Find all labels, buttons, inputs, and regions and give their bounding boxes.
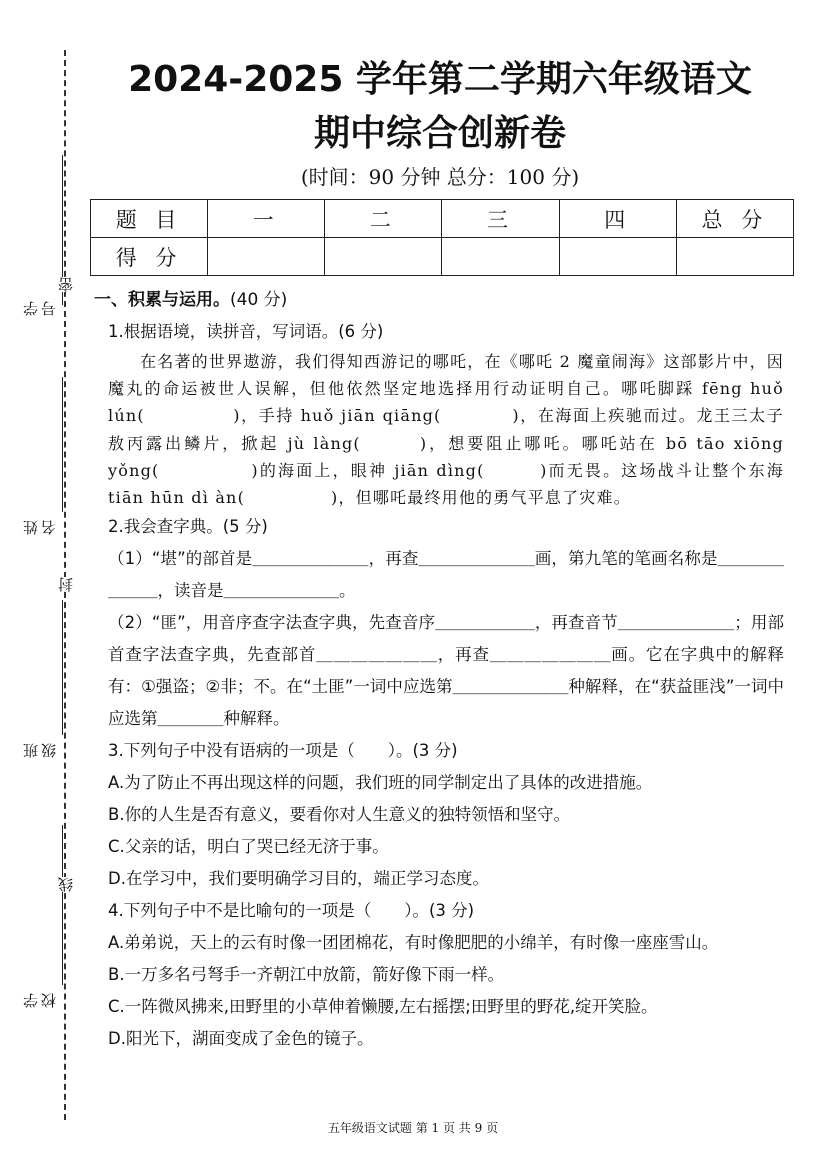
seal-char-xian: 线 [57, 877, 75, 892]
question-2-part-2: （2）“匪”，用音序查字法查字典，先查音序＿＿＿＿＿＿，再查音节＿＿＿＿＿＿＿；用部首查字法查字典，先查部首＿＿＿＿＿＿＿，再查＿＿＿＿＿＿＿画。它在字典中的解释有：①强盗；②非；不。在“土匪”一词中应选第＿＿＿＿＿＿＿种解释，在“获益匪浅”一词中应选第＿＿＿＿种解释。 [108, 613, 784, 729]
question-3-option-a: A.为了防止不再出现这样的问题，我们班的同学制定出了具体的改进措施。 [108, 773, 653, 793]
score-blank-cell[interactable] [325, 238, 442, 276]
score-table [90, 199, 794, 276]
question-3-option-d: D.在学习中，我们要明确学习目的，端正学习态度。 [108, 869, 489, 889]
section-points: (40 分) [230, 290, 288, 310]
question-4-option-b: B.一万多名弓弩手一齐朝江中放箭，箭好像下雨一样。 [108, 965, 505, 985]
score-table-score-row [91, 238, 794, 276]
score-header-cell: 四 [559, 200, 676, 238]
score-blank-cell[interactable] [442, 238, 559, 276]
page-footer: 五年级语文试题 第 1 页 共 9 页 [327, 1121, 499, 1135]
score-header-cell: 题 目 [91, 200, 208, 238]
question-4-option-d: D.阳光下，湖面变成了金色的镜子。 [108, 1029, 374, 1049]
section-title: 一、积累与运用。 [94, 290, 230, 310]
exam-time-score: (时间：90 分钟 总分：100 分) [300, 165, 580, 189]
school-label: 学校 [22, 985, 58, 1008]
name-underline [62, 377, 63, 512]
exam-title-line1: 2024-2025 学年第二学期六年级语文 [128, 59, 752, 100]
question-3-option-c: C.父亲的话，明白了哭已经无济于事。 [108, 837, 389, 857]
score-row-label: 得 分 [91, 238, 208, 276]
question-4-option-c: C.一阵微风拂来,田野里的小草伸着懒腰,左右摇摆;田野里的野花,绽开笑脸。 [108, 997, 658, 1017]
class-underline [62, 600, 63, 735]
section-heading [94, 284, 784, 316]
score-header-cell: 一 [208, 200, 325, 238]
seal-char-mi: 密 [57, 277, 75, 292]
question-3-option-b: B.你的人生是否有意义，要看你对人生意义的独特领悟和坚守。 [108, 805, 571, 825]
student-id-label: 学号 [22, 293, 58, 316]
score-blank-cell[interactable] [559, 238, 676, 276]
score-header-cell: 三 [442, 200, 559, 238]
name-label: 姓名 [22, 512, 58, 535]
score-table-header-row [91, 200, 794, 238]
score-blank-cell[interactable] [208, 238, 325, 276]
question-2-stem: 2.我会查字典。(5 分) [108, 517, 268, 537]
score-blank-cell[interactable] [676, 238, 793, 276]
question-1-passage: 在名著的世界遨游，我们得知西游记的哪吒，在《哪吒 2 魔童闹海》这部影片中，因魔丸的命运被世人误解，但他依然坚定地选择用行动证明自己。哪吒脚踩 fēng huǒ lún( )，手持 huǒ jiān qiāng( )，在海面上疾驰而过。龙王三太子敖丙露出鳞片，掀起 jù làng( )，想要阻止哪吒。哪吒站在 bō tāo xiōng yǒng( )的海面上，眼神 jiān dìng( )而无畏。这场战斗让整个东海 tiān hūn dì àn( )，但哪吒最终用他的勇气平息了灾难。 [108, 352, 784, 508]
school-underline [62, 825, 63, 985]
question-4-stem: 4.下列句子中不是比喻句的一项是（ ）。(3 分) [108, 901, 475, 921]
question-3-stem: 3.下列句子中没有语病的一项是（ ）。(3 分) [108, 741, 458, 761]
seal-char-feng: 封 [57, 577, 75, 592]
exam-content [94, 284, 784, 1055]
question-1-stem: 1.根据语境，读拼音，写词语。(6 分) [108, 322, 384, 341]
exam-title-line2: 期中综合创新卷 [313, 113, 566, 154]
score-header-cell: 二 [325, 200, 442, 238]
question-4-option-a: A.弟弟说，天上的云有时像一团团棉花，有时像肥肥的小绵羊，有时像一座座雪山。 [108, 933, 719, 953]
question-2-part-1: （1）“堪”的部首是＿＿＿＿＿＿＿，再查＿＿＿＿＿＿＿画，第九笔的笔画名称是＿＿＿＿＿＿＿，读音是＿＿＿＿＿＿＿。 [108, 549, 784, 601]
class-label: 班级 [22, 735, 58, 758]
score-header-cell: 总 分 [676, 200, 793, 238]
